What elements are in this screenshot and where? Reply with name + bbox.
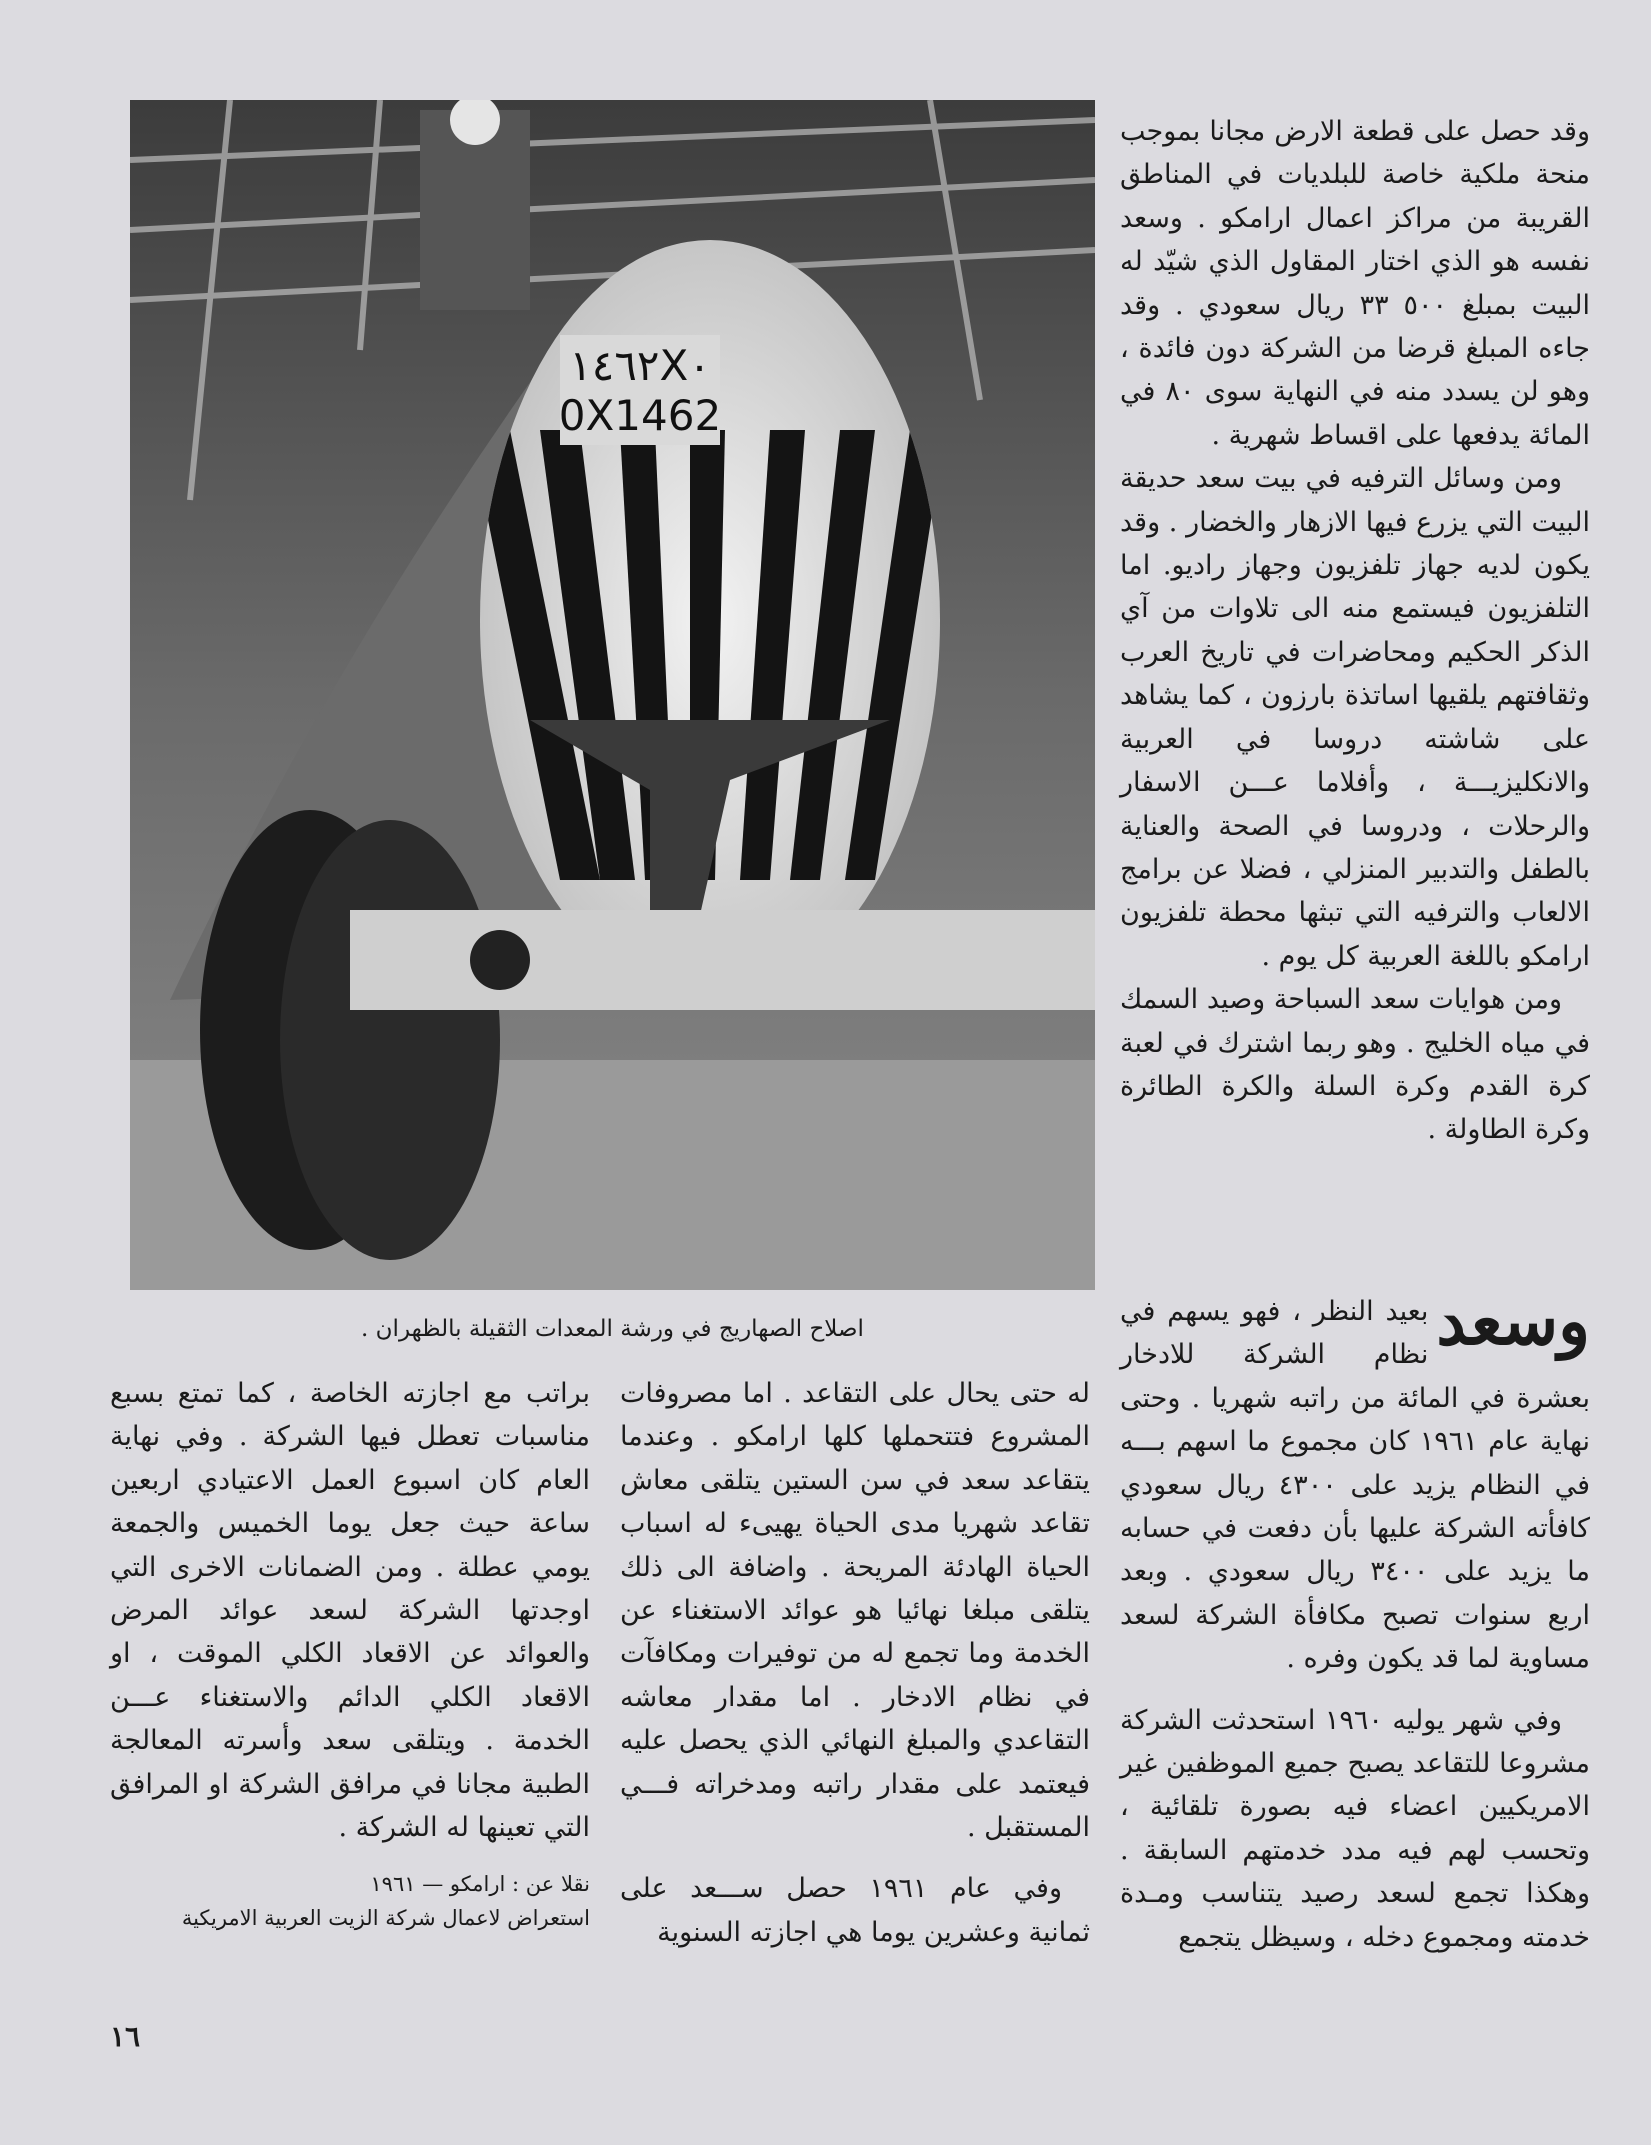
plate-line2: 0X1462 [558, 391, 722, 440]
page-number: ١٦ [110, 2020, 141, 2053]
source-line2: استعراض لاعمال شركة الزيت العربية الامريكية [181, 1906, 590, 1931]
source-line1: نقلا عن : ارامكو — ١٩٦١ [370, 1872, 590, 1897]
paragraph-retirement: وفي شهر يوليه ١٩٦٠ استحدثت الشركة مشروعا للتقاعد يصبح جميع الموظفين غير الامريكيين اعضاء فيه بصورة تلقائية ، وتحسب لهم فيه مدد خدمتهم السابقة . وهكذا تجمع لسعد رصيد يتناسب ومـدة خدمته ومجموع دخله ، وسيظل يتجمع [1120, 1704, 1590, 1953]
paragraph-benefits: براتب مع اجازته الخاصة ، كما تمتع بسبع مناسبات تعطل فيها الشركة . وفي نهاية العام كان اسبوع العمل الاعتيادي اربعين ساعة حيث جعل يوما الخميس والجمعة يومي عطلة . ومن الضمانات الاخرى التي اوجدتها الشركة لسعد عوائد المرض والعوائد عن الاقعاد الكلي الموقت ، او الاقعاد الكلي الدائم والاستغناء عـــن الخدمة . ويتلقى سعد وأسرته المعالجة الطبية مجانا في مرافق الشركة او المرافق التي تعينها له الشركة . [110, 1378, 590, 1844]
paragraph-entertainment: ومن وسائل الترفيه في بيت سعد حديقة البيت التي يزرع فيها الازهار والخضار . وقد يكون لديه جهاز تلفزيون وجهاز راديو. اما التلفزيون فيستمع منه الى تلاوات من آي الذكر الحكيم ومحاضرات في تاريخ العرب وثقافتهم يلقيها اساتذة بارزون ، كما يشاهد على شاشته دروسا في العربية والانكليزيـــة ، وأفلاما عـــن الاسفار والرحلات ، ودروسا في الصحة والعناية بالطفل والتدبير المنزلي ، فضلا عن برامج الالعاب والترفيه التي تبثها محطة تلفزيون ارامكو باللغة العربية كل يوم . [1120, 463, 1590, 972]
photo-illustration [130, 100, 1095, 1290]
savings-text: بعيد النظر ، فهو يسهم في نظام الشركة للادخار بعشرة في المائة من راتبه شهريا . وحتى نهاية عام ١٩٦١ كان مجموع ما اسهم بـــه في النظام يزيد على ٤٣٠٠ ريال سعودي كافأته الشركة عليها بأن دفعت في حسابه ما يزيد على ٣٤٠٠ ريال سعودي . وبعد اربع سنوات تصبح مكافأة الشركة لسعد مساوية لما قد يكون وفره . [1120, 1296, 1590, 1675]
right-column-top [1120, 110, 1590, 1152]
photo-caption: اصلاح الصهاريج في ورشة المعدات الثقيلة بالظهران . [361, 1316, 864, 1342]
paragraph-savings [1120, 1282, 1590, 1681]
paragraph-land-loan: وقد حصل على قطعة الارض مجانا بموجب منحة ملكية خاصة للبلديات في المناطق القريبة من مراكز اعمال ارامكو . وسعد نفسه هو الذي اختار المقاول الذي شيّد له البيت بمبلغ ٥٠٠ ٣٣ ريال سعودي . وقد جاءه المبلغ قرضا من الشركة دون فائدة ، وهو لن يسدد منه في النهاية سوى ٨٠ في المائة يدفعها على اقساط شهرية . [1120, 116, 1590, 451]
right-column-bottom [1120, 1282, 1590, 1959]
left-column [110, 1372, 590, 1935]
paragraph-hobbies: ومن هوايات سعد السباحة وصيد السمك في مياه الخليج . وهو ربما اشترك في لعبة كرة القدم وكرة السلة والكرة الطائرة وكرة الطاولة . [1120, 984, 1590, 1146]
paragraph-vacation: وفي عام ١٩٦١ حصل ســـعد على ثمانية وعشرين يوما هي اجازته السنوية [620, 1873, 1090, 1948]
tanker-repair-photo [130, 100, 1095, 1290]
paragraph-pension: له حتى يحال على التقاعد . اما مصروفات المشروع فتتحملها كلها ارامكو . وعندما يتقاعد سعد في سن الستين يتلقى معاش تقاعد شهريا مدى الحياة يهيىء له اسباب الحياة الهادئة المريحة . واضافة الى ذلك يتلقى مبلغا نهائيا هو عوائد الاستغناء عن الخدمة وما تجمع له من توفيرات ومكافآت في نظام الادخار . اما مقدار معاشه التقاعدي والمبلغ النهائي الذي يحصل عليه فيعتمد على مقدار راتبه ومدخراته فـــي المستقبل . [620, 1378, 1090, 1844]
source-credit [110, 1867, 590, 1935]
dropcap-word: وسعد [1436, 1282, 1590, 1360]
middle-column [620, 1372, 1090, 1954]
plate-line1: ١٤٦٢X٠ [569, 341, 711, 390]
